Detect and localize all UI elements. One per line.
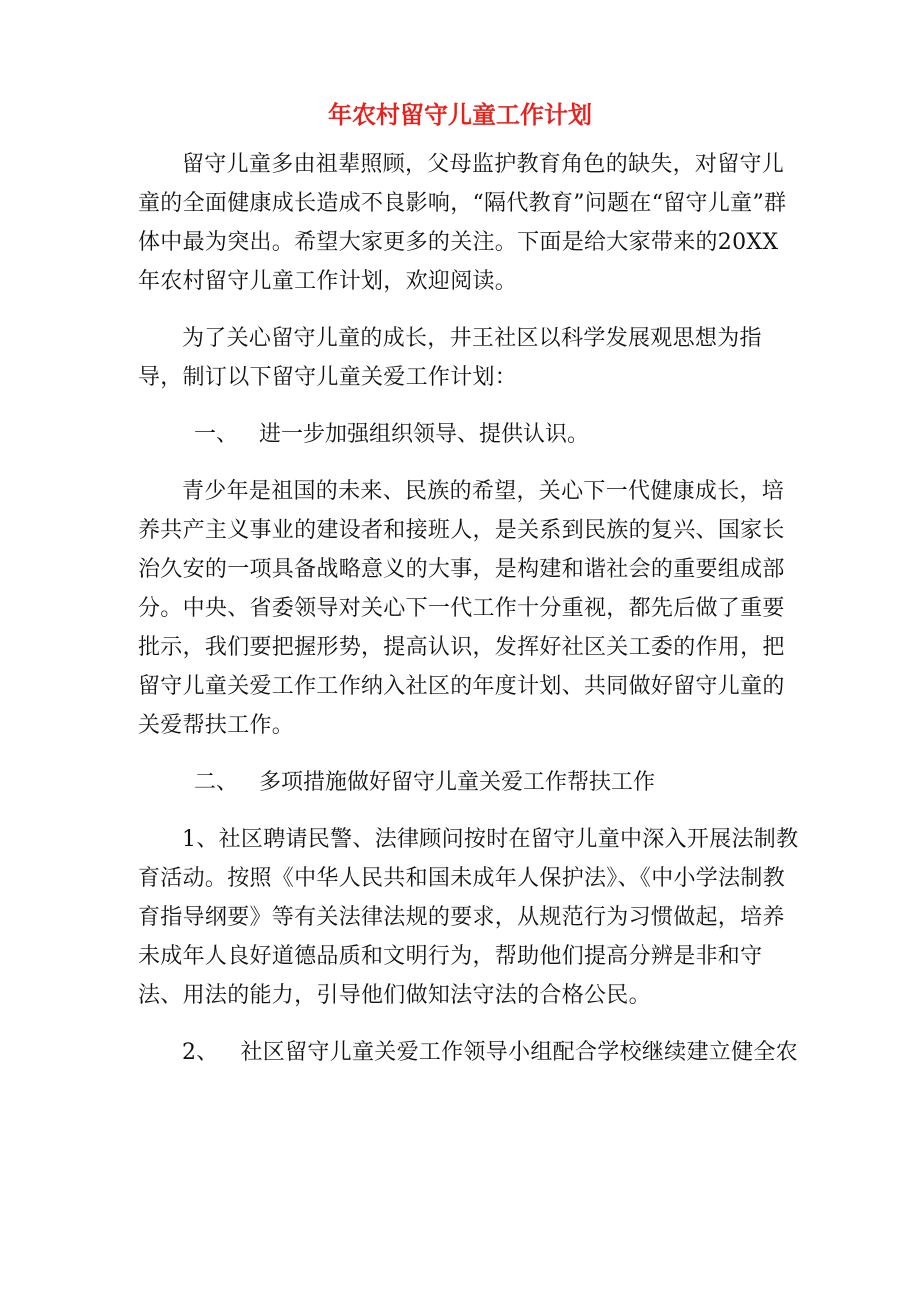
paragraph-intro: 留守儿童多由祖辈照顾，父母监护教育角色的缺失，对留守儿童的全面健康成长造成不良影响，“隔代教育”问题在“留守儿童”群体中最为突出。希望大家更多的关注。下面是给大家带来的20XX 年农村留守儿童工作计划，欢迎阅读。: [138, 152, 787, 294]
paragraph-section-1: 青少年是祖国的未来、民族的希望，关心下一代健康成长，培养共产主义事业的建设者和接班人，是关系到民族的复兴、国家长治久安的一项具备战略意义的大事，是构建和谐社会的重要组成部分。中央、省委领导对关心下一代工作十分重视，都先后做了重要批示，我们要把握形势，提高认识，发挥好社区关工委的作用，把留守儿童关爱工作工作纳入社区的年度计划、共同做好留守儿童的关爱帮扶工作。: [138, 479, 785, 738]
paragraph-gap: [138, 397, 802, 415]
document-body: [138, 145, 802, 1072]
paragraph-gap: [138, 301, 802, 319]
document-title: 年农村留守儿童工作计划: [328, 101, 592, 129]
paragraph-purpose: 为了关心留守儿童的成长，井王社区以科学发展观思想为指导，制订以下留守儿童关爱工作计划：: [138, 326, 762, 390]
paragraph-gap: [138, 802, 802, 820]
paragraph-gap: [138, 1015, 802, 1033]
section-heading-1: 一、 进一步加强组织领导、提供认识。: [194, 422, 589, 447]
paragraph-item-2: 2、 社区留守儿童关爱工作领导小组配合学校继续建立健全农: [182, 1040, 798, 1065]
paragraph-gap: [138, 454, 802, 472]
paragraph-item-1: 1、社区聘请民警、法律顾问按时在留守儿童中深入开展法制教育活动。按照《中华人民共和国未成年人保护法》、《中小学法制教育指导纲要》等有关法律法规的要求，从规范行为习惯做起，培养未成年人良好道德品质和文明行为，帮助他们提高分辨是非和守法、用法的能力，引导他们做知法守法的合格公民。: [138, 827, 799, 1008]
section-heading-2: 二、 多项措施做好留守儿童关爱工作帮扶工作: [194, 770, 655, 795]
paragraph-gap: [138, 745, 802, 763]
